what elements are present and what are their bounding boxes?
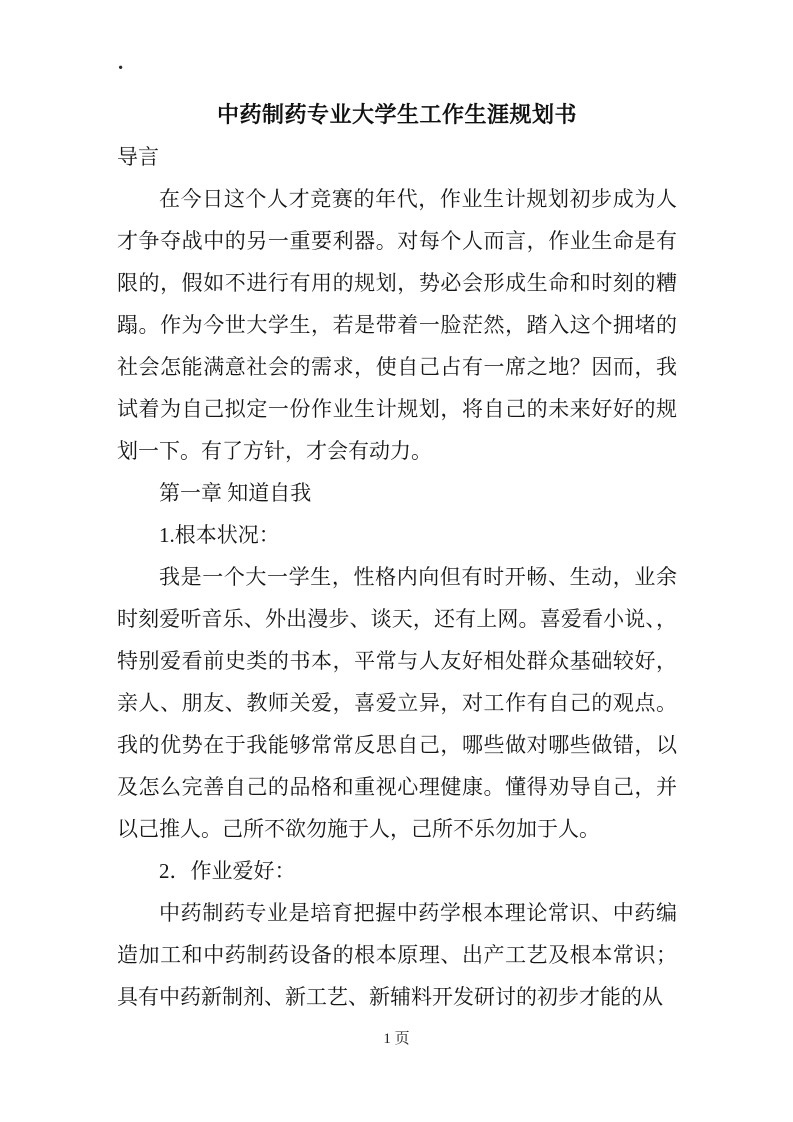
subheading-basic-situation: 1.根本状况：	[159, 523, 280, 547]
paragraph-major-description: 中药制药专业是培育把握中药学根本理论常识、中药编造加工和中药制药设备的根本原理、出产工艺及根本常识；具有中药新制剂、新工艺、新辅料开发研讨的初步才能的从	[117, 901, 677, 1009]
intro-label: 导言	[117, 145, 159, 169]
subheading-career-interest: 2．作业爱好：	[159, 859, 296, 883]
document-body	[117, 136, 677, 1018]
paragraph-self-description: 我是一个大一学生，性格内向但有时开畅、生动，业余时刻爱听音乐、外出漫步、谈天，还有上网。喜爱看小说、，特别爱看前史类的书本，平常与人友好相处群众基础较好，亲人、朋友、教师关爱，喜爱立异，对工作有自己的观点。我的优势在于我能够常常反思自己，哪些做对哪些做错，以及怎么完善自己的品格和重视心理健康。懂得劝导自己，并以己推人。己所不欲勿施于人，己所不乐勿加于人。	[117, 565, 677, 841]
paragraph-introduction: 在今日这个人才竞赛的年代，作业生计规划初步成为人才争夺战中的另一重要利器。对每个人而言，作业生命是有限的，假如不进行有用的规划，势必会形成生命和时刻的糟蹋。作为今世大学生，若是带着一脸茫然，踏入这个拥堵的社会怎能满意社会的需求，使自己占有一席之地？因而，我试着为自己拟定一份作业生计规划，将自己的未来好好的规划一下。有了方针，才会有动力。	[117, 187, 677, 463]
chapter-heading: 第一章 知道自我	[159, 481, 312, 505]
page-number-footer: 1 页	[383, 1031, 410, 1047]
stray-period-mark: .	[118, 50, 124, 74]
document-title: 中药制药专业大学生工作生涯规划书	[216, 102, 577, 127]
